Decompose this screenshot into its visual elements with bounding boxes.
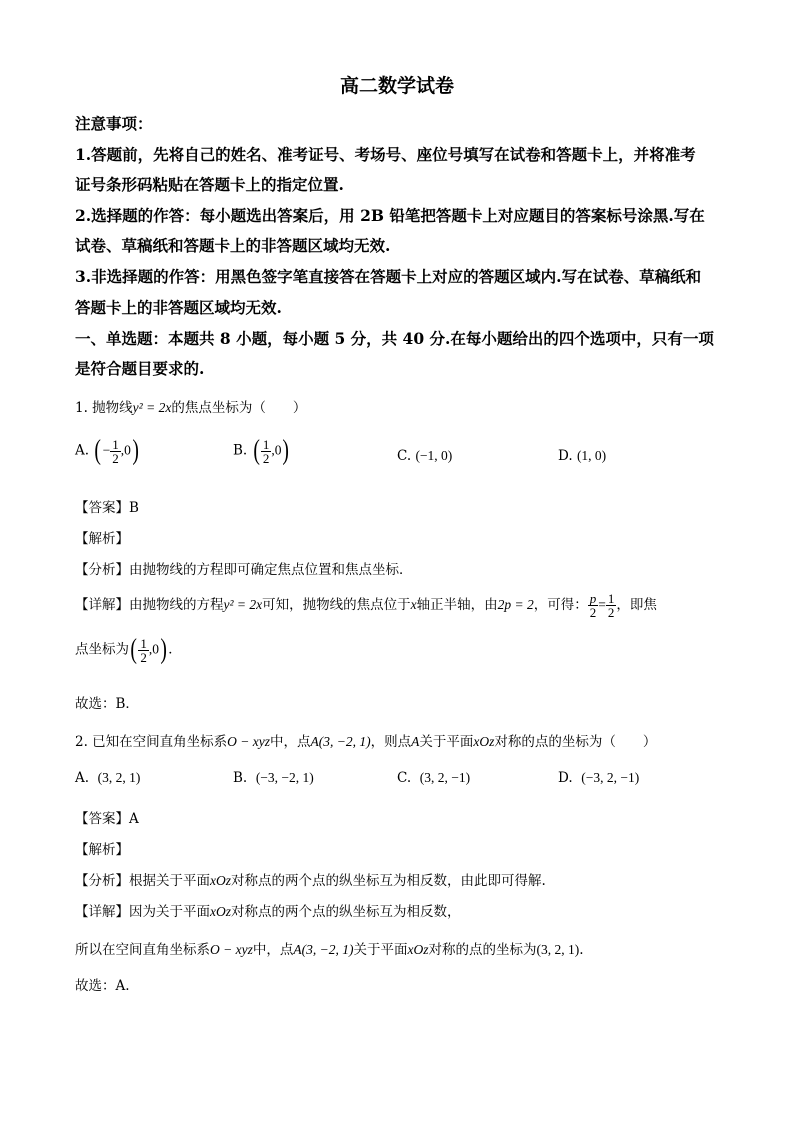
q1-option-b[interactable]: B. ( $\frac{1}{2}$ ,0) [233,435,290,466]
section-heading: 一、单选题：本题共 8 小题，每小题 5 分，共 40 分.在每小题给出的四个选项中，只有一项 [75,329,714,348]
page-title: 高二数学试卷 [339,75,454,97]
notice-item-2: 2.选择题的作答：每小题选出答案后，用 2B 铅笔把答题卡上对应题目的答案标号涂黑.写在 [75,206,705,225]
q1-answer: 【答案】B [75,500,139,516]
fraction: $\frac{1}{2}$ [607,591,615,620]
notice-item-3-cont: 答题卡上的非答题区域均无效. [75,298,282,317]
fraction: $\frac{1}{2}$ [262,436,270,466]
q1-detail-cont: 点坐标为( $\frac{1}{2}$ ,0)． [75,634,182,665]
fraction: $\frac{1}{2}$ [140,635,147,665]
notice-item-1: 1.答题前，先将自己的姓名、准考证号、考场号、座位号填写在试卷和答题卡上，并将准考 [75,145,696,164]
notice-item-3: 3.非选择题的作答：用黑色签字笔直接答在答题卡上对应的答题区域内.写在试卷、草稿纸和 [75,267,702,286]
q2-answer: 【答案】A [75,811,139,827]
q1-detail: 【详解】由抛物线的方程y² = 2x可知，抛物线的焦点位于x轴正半轴，由2p = 2，可得： $\frac{p}{2}$ = $\frac{1}{2}$ ，即焦 [75,591,657,620]
q2-option-a[interactable]: A. (3, 2, 1) [75,770,141,786]
q2-detail: 【详解】因为关于平面xOz对称点的两个点的纵坐标互为相反数， [75,904,461,920]
q2-choose: 故选：A. [75,978,130,994]
parabola-equation: y² = 2x [132,400,172,415]
q1-option-c[interactable]: C. (−1, 0) [397,448,453,464]
q1-option-d[interactable]: D. (1, 0) [558,448,607,464]
notice-heading: 注意事项： [75,114,153,133]
q1-analysis-tag: 【解析】 [75,531,129,547]
question-2: 2. 已知在空间直角坐标系O − xyz中，点A(3, −2, 1)，则点A关于平面xOz对称的点的坐标为（ ） [75,734,657,750]
q2-analysis-tag: 【解析】 [75,842,129,858]
q2-option-d[interactable]: D. (−3, 2, −1) [558,770,640,786]
q2-option-c[interactable]: C. (3, 2, −1) [397,770,471,786]
q2-detail-cont: 所以在空间直角坐标系O − xyz中，点A(3, −2, 1)关于平面xOz对称的点的坐标为(3, 2, 1). [75,942,584,958]
q1-fenxi: 【分析】由抛物线的方程即可确定焦点位置和焦点坐标． [75,562,413,578]
q2-fenxi: 【分析】根据关于平面xOz对称点的两个点的纵坐标互为相反数，由此即可得解. [75,873,546,889]
question-1: 1. 抛物线y² = 2x的焦点坐标为（ ） [75,400,307,416]
notice-item-1-cont: 证号条形码粘贴在答题卡上的指定位置. [75,175,344,194]
q2-option-b[interactable]: B. (−3, −2, 1) [233,770,314,786]
section-heading-cont: 是符合题目要求的. [75,359,205,378]
fraction: $\frac{p}{2}$ [589,591,597,620]
q1-choose: 故选：B． [75,696,139,712]
q1-option-a[interactable]: A. (− $\frac{1}{2}$ ,0) [75,435,139,466]
fraction: $\frac{1}{2}$ [112,436,119,466]
notice-item-2-cont: 试卷、草稿纸和答题卡上的非答题区域均无效. [75,236,391,255]
